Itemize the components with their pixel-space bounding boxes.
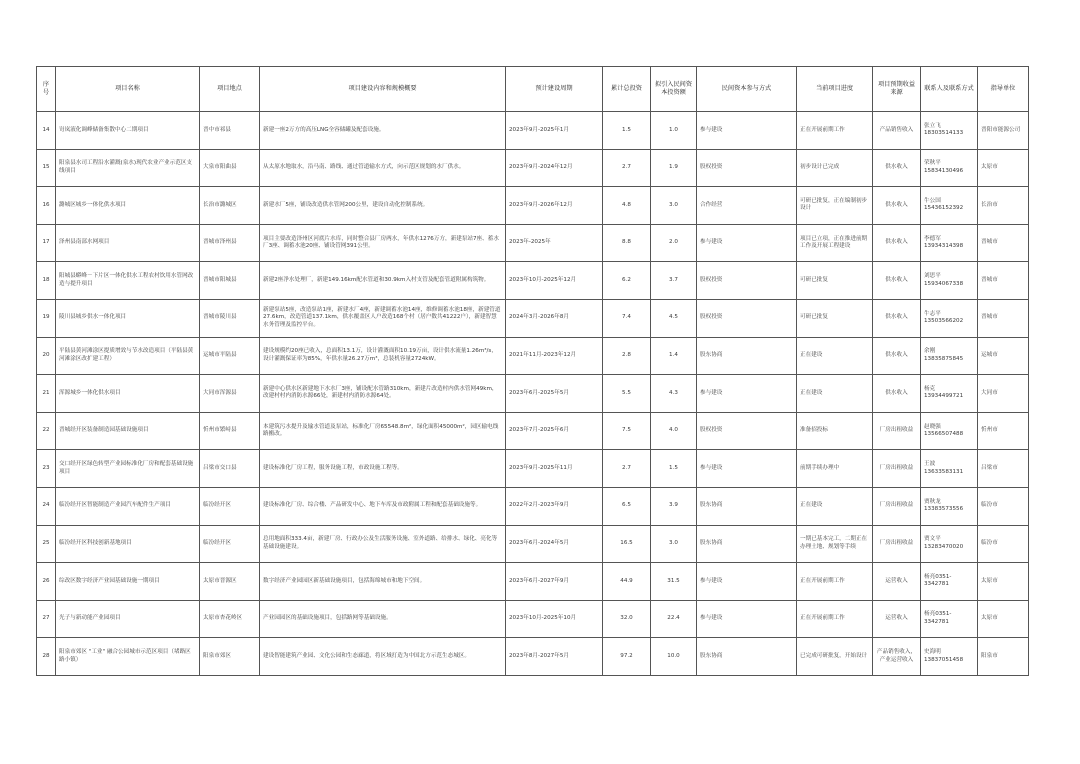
cell-period: 2023年-2025年: [506, 224, 603, 262]
cell-total-investment: 97.2: [603, 638, 651, 676]
cell-revenue-source: 供水收入: [873, 149, 921, 187]
cell-location: 晋城市陵川县: [200, 299, 260, 337]
header-period: 预计建设周期: [506, 67, 603, 112]
cell-project-name: 临汾经开区智能制造产业园汽车配件生产项目: [56, 487, 200, 525]
project-table-sheet: [36, 66, 1028, 676]
header-total-investment: 累计总投资: [603, 67, 651, 112]
cell-contact: 赵晓强 13566507488: [921, 412, 978, 450]
cell-private-capital: 1.4: [651, 337, 697, 375]
cell-private-capital: 3.0: [651, 187, 697, 225]
cell-private-capital: 22.4: [651, 600, 697, 638]
cell-index: 17: [37, 224, 56, 262]
cell-index: 25: [37, 525, 56, 563]
cell-participation: 参与建设: [697, 563, 797, 601]
cell-revenue-source: 厂房出租收益: [873, 525, 921, 563]
cell-location: 长治市潞城区: [200, 187, 260, 225]
cell-project-name: 晋城经开区装备制造园基础设施项目: [56, 412, 200, 450]
cell-progress: 可研已批复: [797, 299, 873, 337]
cell-project-name: 平陆县黄河滩涂区提质增效与节水改造项目（平陆县黄河滩涂区改扩建工程）: [56, 337, 200, 375]
cell-total-investment: 2.7: [603, 149, 651, 187]
header-revenue-source: 项目预期收益来源: [873, 67, 921, 112]
cell-guidance-unit: 太原市: [978, 563, 1029, 601]
cell-participation: 股权投资: [697, 299, 797, 337]
cell-progress: 正在开展前期工作: [797, 563, 873, 601]
cell-content: 新建2座净水处理厂，新建149.16km配水管道和30.9km入村支管及配套管道附属构筑物。: [260, 262, 506, 300]
cell-private-capital: 31.5: [651, 563, 697, 601]
cell-progress: 项目已立项，正在推进前期工作及开展工程建设: [797, 224, 873, 262]
cell-private-capital: 3.0: [651, 525, 697, 563]
cell-private-capital: 2.0: [651, 224, 697, 262]
cell-participation: 股东协商: [697, 638, 797, 676]
header-index: 序号: [37, 67, 56, 112]
cell-private-capital: 3.9: [651, 487, 697, 525]
cell-contact: 刘思平 15934067338: [921, 262, 978, 300]
cell-progress: 可研已批复: [797, 262, 873, 300]
cell-progress: 正在开展前期工作: [797, 600, 873, 638]
cell-participation: 股东协商: [697, 487, 797, 525]
cell-period: 2023年10月-2025年12月: [506, 262, 603, 300]
cell-total-investment: 6.5: [603, 487, 651, 525]
cell-total-investment: 4.8: [603, 187, 651, 225]
cell-contact: 杨亮0351-3342781: [921, 563, 978, 601]
cell-guidance-unit: 晋城市: [978, 299, 1029, 337]
header-guidance-unit: 指导单位: [978, 67, 1029, 112]
table-row: [37, 262, 1029, 300]
cell-participation: 参与建设: [697, 375, 797, 413]
cell-participation: 参与建设: [697, 600, 797, 638]
cell-project-name: 阳城县蟒峰－下片区一体化供水工程农村饮用水管网改造与提升项目: [56, 262, 200, 300]
cell-total-investment: 32.0: [603, 600, 651, 638]
cell-period: 2023年9月-2024年12月: [506, 149, 603, 187]
cell-revenue-source: 供水收入: [873, 187, 921, 225]
cell-project-name: 交口经开区绿色转型产业园标准化厂房和配套基础设施项目: [56, 450, 200, 488]
cell-location: 临汾经开区: [200, 487, 260, 525]
cell-participation: 股东协商: [697, 525, 797, 563]
cell-revenue-source: 供水收入: [873, 375, 921, 413]
table-row: [37, 375, 1029, 413]
cell-content: 数字经济产业园园区新基础设施项目，包括海绵城市和地下空间。: [260, 563, 506, 601]
cell-participation: 股东协商: [697, 337, 797, 375]
cell-contact: 余刚 13835875845: [921, 337, 978, 375]
cell-period: 2023年10月-2025年10月: [506, 600, 603, 638]
cell-contact: 张立飞 18303514133: [921, 112, 978, 150]
cell-location: 太原市杏花岭区: [200, 600, 260, 638]
cell-period: 2021年11月-2023年12月: [506, 337, 603, 375]
cell-project-name: 阳泉市郊区 "工业" 融合公园城市示范区项目（堵路区路小镇）: [56, 638, 200, 676]
cell-total-investment: 1.5: [603, 112, 651, 150]
cell-total-investment: 7.5: [603, 412, 651, 450]
header-content: 项目建设内容和规模概要: [260, 67, 506, 112]
cell-private-capital: 4.5: [651, 299, 697, 337]
cell-content: 建设标准化厂房、综合楼、产品研发中心、地下车库及市政附属工程和配套基础设施等。: [260, 487, 506, 525]
cell-contact: 贾文平 13283470020: [921, 525, 978, 563]
cell-revenue-source: 厂房出租收益: [873, 412, 921, 450]
cell-private-capital: 1.5: [651, 450, 697, 488]
cell-revenue-source: 供水收入: [873, 337, 921, 375]
cell-participation: 参与建设: [697, 224, 797, 262]
header-participation: 民间资本参与方式: [697, 67, 797, 112]
cell-content: 新建水厂5座，铺设改造供水管网200公里，建设自动化控制系统。: [260, 187, 506, 225]
table-body: [37, 112, 1029, 676]
table-row: [37, 337, 1029, 375]
cell-location: 大同市浑源县: [200, 375, 260, 413]
cell-location: 晋中市祁县: [200, 112, 260, 150]
cell-content: 新建一座2万方的高压LNG全容储罐及配套设施。: [260, 112, 506, 150]
cell-index: 26: [37, 563, 56, 601]
cell-progress: 初步设计已完成: [797, 149, 873, 187]
cell-contact: 史海明 13837051458: [921, 638, 978, 676]
cell-private-capital: 4.0: [651, 412, 697, 450]
cell-project-name: 潞城区城乡一体化供水项目: [56, 187, 200, 225]
cell-participation: 合作经营: [697, 187, 797, 225]
cell-contact: 牛志平 13503566202: [921, 299, 978, 337]
cell-period: 2023年6月-2025年5月: [506, 375, 603, 413]
cell-location: 忻州市繁峙县: [200, 412, 260, 450]
cell-guidance-unit: 晋城市: [978, 224, 1029, 262]
table-row: [37, 450, 1029, 488]
cell-progress: 正在开展前期工作: [797, 112, 873, 150]
cell-content: 项目主要改造泽州区河底片水库，同时整合县厂房两水，年供水1276万方，新建泵站7座、蓄水厂3座、调蓄水池20座、铺设管网391公里。: [260, 224, 506, 262]
cell-guidance-unit: 太原市: [978, 600, 1029, 638]
cell-index: 27: [37, 600, 56, 638]
cell-revenue-source: 厂房出租收益: [873, 487, 921, 525]
header-contact: 联系人及联系方式: [921, 67, 978, 112]
cell-project-name: 陵川县城乡供水一体化项目: [56, 299, 200, 337]
cell-period: 2023年8月-2027年5月: [506, 638, 603, 676]
cell-revenue-source: 产品销售收入: [873, 112, 921, 150]
cell-contact: 牛公国 15436152392: [921, 187, 978, 225]
cell-content: 新建泵站5座，改造泵站1座，新建水厂4座，新建调蓄水池14座，维修调蓄水池18座，新建管道27.6km，改造管道137.1km，供水覆盖区人户改造168个村（居户数共41222户），新建智慧水务管理及监控平台。: [260, 299, 506, 337]
cell-period: 2023年6月-2024年5月: [506, 525, 603, 563]
cell-contact: 荣秋平 15834130496: [921, 149, 978, 187]
cell-private-capital: 3.7: [651, 262, 697, 300]
cell-participation: 参与建设: [697, 112, 797, 150]
cell-revenue-source: 供水收入: [873, 224, 921, 262]
cell-participation: 股权投资: [697, 262, 797, 300]
cell-progress: 准备招投标: [797, 412, 873, 450]
cell-private-capital: 1.0: [651, 112, 697, 150]
cell-guidance-unit: 晋城市: [978, 262, 1029, 300]
cell-guidance-unit: 临汾市: [978, 525, 1029, 563]
cell-guidance-unit: 吕梁市: [978, 450, 1029, 488]
cell-content: 从太原水地取水，沿马南、路线、通过管道输水方式，向示范区规划的水厂供水。: [260, 149, 506, 187]
cell-index: 21: [37, 375, 56, 413]
cell-index: 19: [37, 299, 56, 337]
cell-location: 临汾经开区: [200, 525, 260, 563]
cell-project-name: 临汾经开区科技创新基地项目: [56, 525, 200, 563]
cell-content: 建设标准化厂房工程，服务设施工程，市政设施工程等。: [260, 450, 506, 488]
cell-private-capital: 10.0: [651, 638, 697, 676]
table-row: [37, 149, 1029, 187]
cell-location: 阳泉市郊区: [200, 638, 260, 676]
cell-project-name: 岢岚液化调峰储备集散中心二期项目: [56, 112, 200, 150]
cell-total-investment: 2.7: [603, 450, 651, 488]
cell-total-investment: 7.4: [603, 299, 651, 337]
table-row: [37, 487, 1029, 525]
cell-progress: 可研已批复，正在编制初步设计: [797, 187, 873, 225]
cell-guidance-unit: 晋阳市能源公司: [978, 112, 1029, 150]
project-table: [36, 66, 1029, 676]
cell-location: 大泉市阳曲县: [200, 149, 260, 187]
table-row: [37, 224, 1029, 262]
cell-guidance-unit: 太原市: [978, 149, 1029, 187]
cell-location: 运城市平陆县: [200, 337, 260, 375]
cell-period: 2023年7月-2025年6月: [506, 412, 603, 450]
cell-content: 新建中心供水区新建地下水水厂3座，铺设配水管路310km，新建片改造村内供水管网49km，改建村村内消防水源66处，新建村内消防水源64处。: [260, 375, 506, 413]
cell-project-name: 浑源城乡一体化供水项目: [56, 375, 200, 413]
cell-progress: 已完成可研批复，开始设计: [797, 638, 873, 676]
cell-participation: 股权投资: [697, 149, 797, 187]
table-row: [37, 638, 1029, 676]
cell-total-investment: 44.9: [603, 563, 651, 601]
cell-contact: 王波 13633583131: [921, 450, 978, 488]
cell-revenue-source: 产品销售收入，产业运营收入: [873, 638, 921, 676]
cell-content: 建设规模约20座已收入，总面积13.1万，设计灌溉面积10.19万亩，设计供水流量1.26m³/s，设计灌溉保证率为85%，年供水量26.27万m³，总装机容量2724kW。: [260, 337, 506, 375]
cell-index: 18: [37, 262, 56, 300]
cell-location: 晋城市阳城县: [200, 262, 260, 300]
cell-project-name: 综改区数字经济产业园基础设施一期项目: [56, 563, 200, 601]
cell-guidance-unit: 长治市: [978, 187, 1029, 225]
cell-location: 吕梁市交口县: [200, 450, 260, 488]
table-row: [37, 600, 1029, 638]
cell-revenue-source: 运营收入: [873, 600, 921, 638]
cell-total-investment: 8.8: [603, 224, 651, 262]
cell-guidance-unit: 大同市: [978, 375, 1029, 413]
cell-content: 产业园园区的基础设施项目，包括路网等基础设施。: [260, 600, 506, 638]
cell-index: 28: [37, 638, 56, 676]
cell-period: 2023年9月-2026年12月: [506, 187, 603, 225]
cell-index: 16: [37, 187, 56, 225]
table-row: [37, 563, 1029, 601]
cell-progress: 前期手续办理中: [797, 450, 873, 488]
cell-participation: 参与建设: [697, 450, 797, 488]
cell-progress: 正在建设: [797, 375, 873, 413]
cell-contact: 杨亮0351-3342781: [921, 600, 978, 638]
cell-period: 2024年3月-2026年8月: [506, 299, 603, 337]
cell-period: 2023年9月-2025年11月: [506, 450, 603, 488]
cell-contact: 贾秋龙 13383573556: [921, 487, 978, 525]
cell-revenue-source: 运营收入: [873, 563, 921, 601]
cell-total-investment: 2.8: [603, 337, 651, 375]
cell-private-capital: 1.9: [651, 149, 697, 187]
cell-guidance-unit: 阳泉市: [978, 638, 1029, 676]
cell-guidance-unit: 忻州市: [978, 412, 1029, 450]
cell-content: 本建筑污水提升及输水管道及泵站，标准化厂房65548.8m²，绿化面积45000m²，园区输电线路搬改。: [260, 412, 506, 450]
header-location: 项目地点: [200, 67, 260, 112]
cell-progress: 一期已基本完工，二期正在办理土地、规划等手续: [797, 525, 873, 563]
cell-contact: 李德军 13934314398: [921, 224, 978, 262]
cell-period: 2023年9月-2025年1月: [506, 112, 603, 150]
cell-participation: 股权投资: [697, 412, 797, 450]
cell-index: 15: [37, 149, 56, 187]
cell-location: 晋城市泽州县: [200, 224, 260, 262]
cell-content: 总用地面积333.4亩，新建厂房、行政办公及生活服务设施、室外道路、给排水、绿化、亮化等基础设施建设。: [260, 525, 506, 563]
cell-index: 20: [37, 337, 56, 375]
cell-project-name: 光子与新动能产业园项目: [56, 600, 200, 638]
cell-total-investment: 6.2: [603, 262, 651, 300]
table-row: [37, 525, 1029, 563]
cell-revenue-source: 厂房出租收益: [873, 450, 921, 488]
cell-guidance-unit: 运城市: [978, 337, 1029, 375]
cell-index: 24: [37, 487, 56, 525]
cell-period: 2022年2月-2023年9月: [506, 487, 603, 525]
table-row: [37, 112, 1029, 150]
cell-location: 太原市晋源区: [200, 563, 260, 601]
cell-index: 14: [37, 112, 56, 150]
table-header-row: [37, 67, 1029, 112]
cell-revenue-source: 供水收入: [873, 299, 921, 337]
cell-total-investment: 16.5: [603, 525, 651, 563]
cell-index: 23: [37, 450, 56, 488]
cell-private-capital: 4.3: [651, 375, 697, 413]
cell-progress: 正在建设: [797, 337, 873, 375]
cell-contact: 杨克 13934499721: [921, 375, 978, 413]
cell-project-name: 泽州县南部水网项目: [56, 224, 200, 262]
cell-index: 22: [37, 412, 56, 450]
table-row: [37, 299, 1029, 337]
table-row: [37, 412, 1029, 450]
cell-revenue-source: 供水收入: [873, 262, 921, 300]
header-private-capital: 拟引入民间资本投资额: [651, 67, 697, 112]
table-row: [37, 187, 1029, 225]
cell-project-name: 阳泉县水司工程沿水灌溉(泉水)现代农业产业示范区支线项目: [56, 149, 200, 187]
cell-content: 建设智能建筑产业园、文化公园和生态廊道，将区域打造为中国北方示范生态城区。: [260, 638, 506, 676]
cell-progress: 正在建设: [797, 487, 873, 525]
header-progress: 当前项目进度: [797, 67, 873, 112]
cell-period: 2023年6月-2027年9月: [506, 563, 603, 601]
cell-guidance-unit: 临汾市: [978, 487, 1029, 525]
header-project-name: 项目名称: [56, 67, 200, 112]
cell-total-investment: 5.5: [603, 375, 651, 413]
